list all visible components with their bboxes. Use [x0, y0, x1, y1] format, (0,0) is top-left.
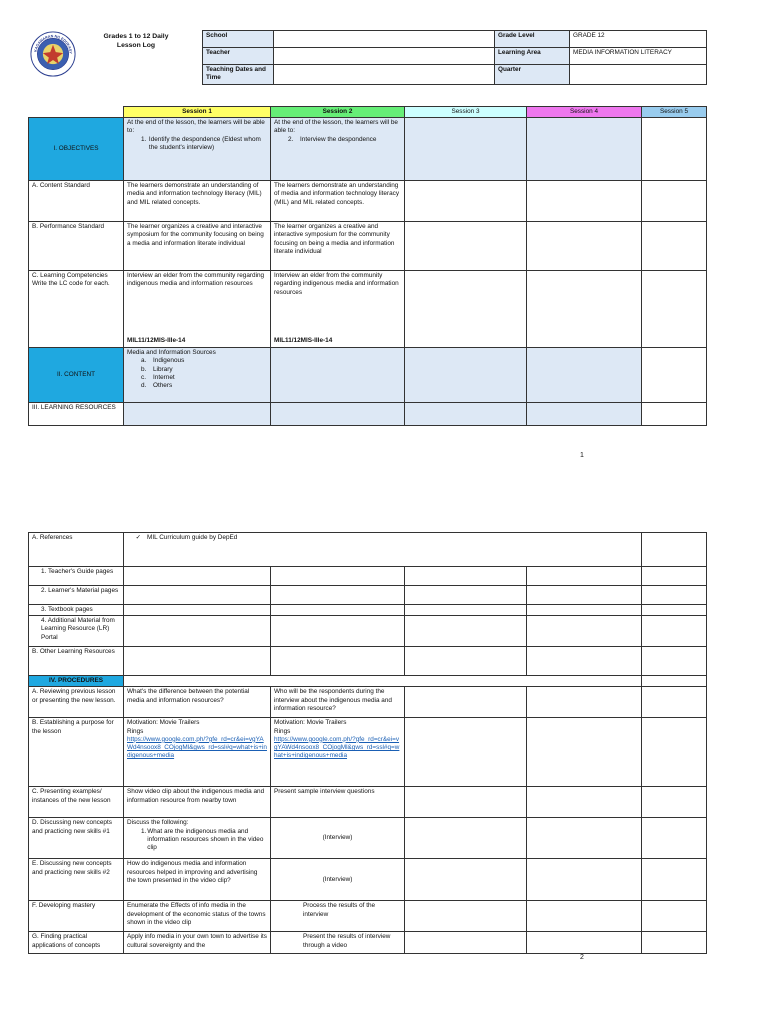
content-item-letter: b. [141, 365, 147, 373]
learning-resources-s3[interactable] [405, 403, 527, 426]
content-standard-s4[interactable] [527, 181, 642, 222]
purpose-s1-link[interactable]: https://www.google.com.ph/?gfe_rd=cr&ei=vgYAWd4nsoox8_COjogMl&gws_rd=ssl#q=what+is+indigenous+media [127, 735, 267, 760]
content-item: Others [153, 381, 173, 389]
purpose-s5[interactable] [642, 718, 707, 787]
content-s5[interactable] [642, 348, 707, 403]
learning-resources-s4[interactable] [527, 403, 642, 426]
tg-s2[interactable] [271, 567, 405, 586]
content-standard-s5[interactable] [642, 181, 707, 222]
purpose-s2[interactable] [271, 718, 405, 787]
learning-resources-s1[interactable] [124, 403, 271, 426]
page2-lesson-table [28, 532, 707, 954]
reviewing-s3[interactable] [405, 687, 527, 718]
reviewing-label: A. Reviewing previous lesson or presenting the new lesson. [29, 687, 124, 718]
performance-standard-s5[interactable] [642, 222, 707, 271]
grade-level-field[interactable]: GRADE 12 [570, 31, 707, 48]
page-number-2: 2 [580, 954, 584, 961]
examples-label: C. Presenting examples/ instances of the new lesson [29, 787, 124, 818]
tg-s4[interactable] [527, 567, 642, 586]
tg-s3[interactable] [405, 567, 527, 586]
header-title-line2: Lesson Log [116, 41, 156, 49]
lr-s5[interactable] [642, 616, 707, 647]
reviewing-s1[interactable]: What's the difference between the potential media and information resources? [124, 687, 271, 718]
checkmark-icon: ✓ [135, 534, 141, 541]
other-s4[interactable] [527, 647, 642, 676]
lc-code-s2: MIL11/12MIS-IIIe-14 [274, 337, 333, 344]
learning-resources-s2[interactable] [271, 403, 405, 426]
references-content[interactable] [124, 533, 642, 567]
content-item: Internet [153, 373, 175, 381]
deped-seal-logo [30, 31, 76, 77]
practical-s3[interactable] [405, 932, 527, 954]
objectives-session3[interactable] [405, 118, 527, 181]
purpose-s2-link[interactable]: https://www.google.com.ph/?gfe_rd=cr&ei=vgYAWd4nsoox8_COjogMl&gws_rd=ssl#q=what+is+indigenous+media [274, 735, 400, 760]
references-label: A. References [29, 533, 124, 567]
performance-standard-label: B. Performance Standard [29, 222, 124, 271]
other-s3[interactable] [405, 647, 527, 676]
learning-resources-label: III. LEARNING RESOURCES [29, 403, 124, 426]
lm-s4[interactable] [527, 586, 642, 605]
discussing1-s1-item: What are the indigenous media and information resources shown in the video clip [147, 827, 264, 851]
school-label: School [203, 31, 274, 48]
examples-s5[interactable] [642, 787, 707, 818]
performance-standard-s4[interactable] [527, 222, 642, 271]
purpose-label: B. Establishing a purpose for the lesson [29, 718, 124, 787]
examples-s4[interactable] [527, 787, 642, 818]
performance-standard-s1[interactable]: The learner organizes a creative and interactive symposium for the community focusing on being a media and information literate individual [124, 222, 271, 271]
purpose-s2-motivation: Motivation: Movie Trailers [274, 719, 347, 727]
seal-text: KAGAWARAN NG EDUKASY [33, 34, 73, 55]
discussing2-s2[interactable]: (Interview) [271, 859, 405, 901]
teaching-dates-field[interactable] [274, 65, 495, 85]
content-standard-s2[interactable]: The learners demonstrate an understanding of media and information technology literacy (MIL) and MIL related concepts. [271, 181, 405, 222]
objectives-session2[interactable] [271, 118, 405, 181]
lm-s3[interactable] [405, 586, 527, 605]
practical-s1[interactable]: Apply info media in your own town to advertise its cultural sovereignty and the [124, 932, 271, 954]
learning-competencies-label: C. Learning Competencies Write the LC code for each. [29, 271, 124, 348]
lr-portal-label: 4. Additional Material from Learning Resource (LR) Portal [29, 616, 124, 647]
purpose-s1-motivation: Motivation: Movie Trailers [127, 719, 200, 727]
reviewing-s5[interactable] [642, 687, 707, 718]
discussing1-s1-intro: Discuss the following: [127, 819, 189, 827]
reviewing-s4[interactable] [527, 687, 642, 718]
content-s1[interactable] [124, 348, 271, 403]
tg-s5[interactable] [642, 567, 707, 586]
page1-lesson-table [28, 106, 707, 426]
teachers-guide-label: 1. Teacher's Guide pages [29, 567, 124, 586]
content-label: II. CONTENT [29, 348, 124, 403]
tb-s2[interactable] [271, 605, 405, 616]
discussing2-s3[interactable] [405, 859, 527, 901]
learning-competencies-s2[interactable] [271, 271, 405, 348]
content-item-letter: c. [141, 373, 146, 381]
lm-s5[interactable] [642, 586, 707, 605]
tb-s5[interactable] [642, 605, 707, 616]
session4-header: Session 4 [527, 107, 642, 118]
learning-area-label: Learning Area [495, 48, 570, 65]
lr-s2[interactable] [271, 616, 405, 647]
school-field[interactable] [274, 31, 495, 48]
grade-level-label: Grade Level [495, 31, 570, 48]
page-number-1: 1 [580, 452, 584, 459]
objectives-s1-intro: At the end of the lesson, the learners will be able to: [127, 119, 265, 135]
objectives-s1-item: Identify the despondence (Eldest whom the student's interview) [148, 135, 261, 151]
lm-s1[interactable] [124, 586, 271, 605]
objectives-label: I. OBJECTIVES [29, 118, 124, 181]
mastery-s5[interactable] [642, 901, 707, 932]
content-item-letter: d. [141, 381, 147, 389]
practical-s2[interactable]: Present the results of interview through a video [271, 932, 405, 954]
discussing2-s4[interactable] [527, 859, 642, 901]
content-item-letter: a. [141, 357, 147, 365]
procedures-s5 [642, 676, 707, 687]
session1-header: Session 1 [124, 107, 271, 118]
mastery-s3[interactable] [405, 901, 527, 932]
teacher-label: Teacher [203, 48, 274, 65]
header-info-table [202, 30, 707, 85]
session3-header: Session 3 [405, 107, 527, 118]
content-s4[interactable] [527, 348, 642, 403]
purpose-s2-title: Rings [274, 727, 291, 735]
content-text: Media and Information Sources [127, 349, 216, 357]
practical-s4[interactable] [527, 932, 642, 954]
learning-competencies-s3[interactable] [405, 271, 527, 348]
learning-competencies-s5[interactable] [642, 271, 707, 348]
objectives-session1[interactable] [124, 118, 271, 181]
lc-code-s1: MIL11/12MIS-IIIe-14 [127, 337, 186, 344]
content-s2[interactable] [271, 348, 405, 403]
content-standard-label: A. Content Standard [29, 181, 124, 222]
performance-standard-s2[interactable]: The learner organizes a creative and interactive symposium for the community focusing on being a media and information literate individual [271, 222, 405, 271]
lr-s3[interactable] [405, 616, 527, 647]
teaching-dates-label: Teaching Dates and Time [203, 65, 274, 85]
quarter-field[interactable] [570, 65, 707, 85]
purpose-s1-title: Rings [127, 727, 144, 735]
practical-label: G. Finding practical applications of concepts [29, 932, 124, 954]
content-standard-s1[interactable]: The learners demonstrate an understanding of media and information technology literacy (MIL) and MIL related concepts. [124, 181, 271, 222]
discussing1-label: D. Discussing new concepts and practicing new skills #1 [29, 818, 124, 859]
other-s2[interactable] [271, 647, 405, 676]
discussing2-s1[interactable]: How do indigenous media and information resources helped in improving and advertising the town presented in the video clip? [124, 859, 271, 901]
purpose-s4[interactable] [527, 718, 642, 787]
session5-header: Session 5 [642, 107, 707, 118]
objectives-s2-num: 2. [288, 135, 294, 143]
session2-header: Session 2 [271, 107, 405, 118]
content-item: Indigenous [153, 357, 185, 365]
mastery-label: F. Developing mastery [29, 901, 124, 932]
procedures-label: IV. PROCEDURES [29, 676, 124, 687]
discussing2-label: E. Discussing new concepts and practicing new skills #2 [29, 859, 124, 901]
tb-s3[interactable] [405, 605, 527, 616]
examples-s2[interactable]: Present sample interview questions [271, 787, 405, 818]
discussing1-s3[interactable] [405, 818, 527, 859]
mastery-s2[interactable]: Process the results of the interview [271, 901, 405, 932]
tg-s1[interactable] [124, 567, 271, 586]
content-standard-s3[interactable] [405, 181, 527, 222]
references-s5[interactable] [642, 533, 707, 567]
learning-resources-s5[interactable] [642, 403, 707, 426]
objectives-s2-intro: At the end of the lesson, the learners will be able to: [274, 119, 398, 135]
mastery-s4[interactable] [527, 901, 642, 932]
tb-s1[interactable] [124, 605, 271, 616]
learners-material-label: 2. Learner's Material pages [29, 586, 124, 605]
discussing1-s2[interactable]: (Interview) [271, 818, 405, 859]
lr-s1[interactable] [124, 616, 271, 647]
header-title-line1: Grades 1 to 12 Daily [103, 33, 169, 40]
content-item: Library [153, 365, 173, 373]
lm-s2[interactable] [271, 586, 405, 605]
objectives-session5[interactable] [642, 118, 707, 181]
textbook-label: 3. Textbook pages [29, 605, 124, 616]
references-item: MIL Curriculum guide by DepEd [147, 534, 238, 541]
objectives-s2-item: Interview the despondence [300, 135, 377, 143]
learning-area-field[interactable]: MEDIA INFORMATION LITERACY [570, 48, 707, 65]
corner-cell [29, 107, 124, 118]
learning-competencies-s1[interactable] [124, 271, 271, 348]
examples-s1[interactable]: Show video clip about the indigenous media and information resource from nearby town [124, 787, 271, 818]
reviewing-s2[interactable]: Who will be the respondents during the interview about the indigenous media and information resource? [271, 687, 405, 718]
objectives-s1-num: 1. [141, 135, 147, 143]
purpose-s1[interactable] [124, 718, 271, 787]
lr-s4[interactable] [527, 616, 642, 647]
quarter-label: Quarter [495, 65, 570, 85]
practical-s5[interactable] [642, 932, 707, 954]
other-resources-label: B. Other Learning Resources [29, 647, 124, 676]
discussing1-s4[interactable] [527, 818, 642, 859]
procedures-spacer [124, 676, 642, 687]
header-title [80, 33, 192, 50]
tb-s4[interactable] [527, 605, 642, 616]
discussing1-s1[interactable] [124, 818, 271, 859]
other-s5[interactable] [642, 647, 707, 676]
other-s1[interactable] [124, 647, 271, 676]
discussing1-s1-num: 1. [141, 827, 147, 835]
objectives-session4[interactable] [527, 118, 642, 181]
content-s3[interactable] [405, 348, 527, 403]
performance-standard-s3[interactable] [405, 222, 527, 271]
learning-competencies-s4[interactable] [527, 271, 642, 348]
teacher-field[interactable] [274, 48, 495, 65]
lc-s1-text: Interview an elder from the community regarding indigenous media and information resources [127, 272, 265, 288]
lc-s2-text: Interview an elder from the community regarding indigenous media and information resources [274, 272, 399, 296]
discussing2-s5[interactable] [642, 859, 707, 901]
discussing1-s5[interactable] [642, 818, 707, 859]
purpose-s3[interactable] [405, 718, 527, 787]
mastery-s1[interactable]: Enumerate the Effects of info media in the development of the economic status of the towns shown in the video clip [124, 901, 271, 932]
examples-s3[interactable] [405, 787, 527, 818]
